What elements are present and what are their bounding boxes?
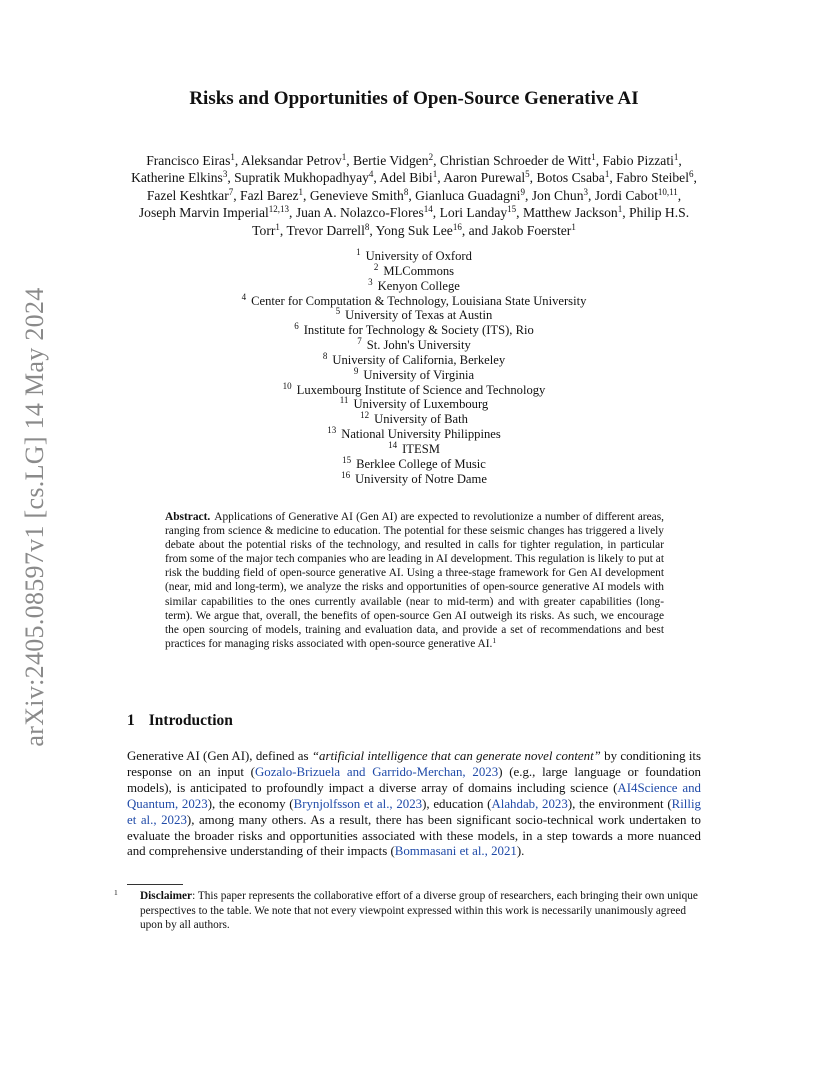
affiliation-name: ITESM xyxy=(402,441,440,456)
author xyxy=(440,205,517,220)
affiliation-number: 12 xyxy=(360,410,370,421)
affiliation-name: University of Virginia xyxy=(363,367,475,382)
author xyxy=(353,153,433,168)
author-name: Adel Bibi xyxy=(379,170,433,186)
author-affiliation-mark: 12,13 xyxy=(268,204,290,215)
author xyxy=(310,188,409,203)
affiliation-number: 16 xyxy=(341,469,351,480)
author-affiliation-mark: 2 xyxy=(428,152,434,162)
affiliation-name: University of Notre Dame xyxy=(355,471,487,486)
affiliation-name: St. John's University xyxy=(366,338,471,353)
author xyxy=(492,223,576,238)
intro-definition-quote: “artificial intelligence that can generate novel content” xyxy=(311,749,601,763)
author-name: Aleksandar Petrov xyxy=(240,153,342,168)
affiliation-name: University of Texas at Austin xyxy=(345,308,493,323)
author xyxy=(139,205,289,220)
author-affiliation-mark: 1 xyxy=(571,221,576,232)
author xyxy=(146,153,235,168)
intro-text: ), education ( xyxy=(422,796,492,811)
affiliation-number: 10 xyxy=(282,380,292,391)
intro-text: ), the economy ( xyxy=(207,796,294,811)
author xyxy=(415,188,525,203)
affiliation-item xyxy=(128,365,700,383)
author-name: Francisco Eiras xyxy=(146,153,231,168)
author xyxy=(296,205,433,220)
citation-link[interactable]: Rillig et al., 2023 xyxy=(127,796,701,827)
author-name: Aaron Purewal xyxy=(443,170,526,186)
affiliation-number: 3 xyxy=(368,276,373,287)
author xyxy=(443,170,529,185)
author-separator: , xyxy=(516,205,523,221)
citation-link[interactable]: AI4Science and Quantum, 2023 xyxy=(127,780,702,811)
citation-link[interactable]: Alahdab, 2023 xyxy=(491,796,568,811)
author-affiliation-mark: 14 xyxy=(423,204,433,215)
affiliation-name: University of Bath xyxy=(374,412,468,427)
abstract-text: Applications of Generative AI (Gen AI) are expected to revolutionize a number of different areas, ranging from science & medicine to education. The potential for these seismic changes has triggered a lively debate about the potential risks of the technology, and resulted in calls for tighter regulation, in particular from some of the major tech companies who are leading in AI development. This regulation is likely to put at risk the budding field of open-source generative AI. Using a three-stage framework for Gen AI development (near, mid and long-term), we analyze the risks and opportunities of open-source generative AI models with similar capabilities to the ones currently available (near to mid-term) and with greater capabilities (long-term). We argue that, overall, the benefits of open-source Gen AI outweigh its risks. As such, we encourage the open sourcing of models, training and evaluation data, and provide a set of recommendations and best practices for managing risks associated with open-source generative AI. xyxy=(165,511,664,650)
affiliation-item xyxy=(128,338,700,353)
author-affiliation-mark: 1 xyxy=(298,186,304,197)
author xyxy=(379,170,437,185)
author-name: Bertie Vidgen xyxy=(353,153,429,168)
author-name: Fabro Steibel xyxy=(616,170,689,186)
author-affiliation-mark: 6 xyxy=(689,169,694,180)
affiliation-item xyxy=(128,427,700,442)
author-separator: , xyxy=(622,205,630,221)
affiliation-number: 15 xyxy=(342,454,352,465)
affiliation-number: 9 xyxy=(353,365,359,376)
abstract-footnote-mark: 1 xyxy=(492,635,497,645)
author-affiliation-mark: 1 xyxy=(673,152,679,162)
author-name: Jordi Cabot xyxy=(594,187,658,203)
section-number: 1 xyxy=(127,712,135,729)
affiliation-number: 14 xyxy=(388,439,398,450)
author xyxy=(376,223,462,238)
abstract xyxy=(165,510,664,651)
affiliation-item xyxy=(128,439,700,457)
author-affiliation-mark: 8 xyxy=(364,221,370,232)
author-separator: , xyxy=(279,222,287,238)
affiliation-item xyxy=(128,261,700,279)
author-name: Yong Suk Lee xyxy=(375,222,453,238)
author xyxy=(595,188,678,203)
section-title: Introduction xyxy=(148,712,233,729)
author-separator: , xyxy=(678,153,682,168)
author-separator: , xyxy=(234,153,241,168)
affiliation-number: 4 xyxy=(241,291,247,302)
author-name: Fabio Pizzati xyxy=(602,153,674,168)
author-separator: , xyxy=(369,222,376,238)
author-affiliation-mark: 1 xyxy=(591,152,596,162)
affiliation-name: MLCommons xyxy=(383,263,455,278)
arxiv-identifier xyxy=(20,272,50,762)
affiliation-name: Kenyon College xyxy=(377,278,460,293)
intro-text: Generative AI (Gen AI), defined as xyxy=(127,749,312,763)
author-separator: , xyxy=(303,187,310,203)
author-name: Christian Schroeder de Witt xyxy=(439,153,592,168)
author xyxy=(131,170,227,185)
author-name: Matthew Jackson xyxy=(522,205,618,221)
author-name: Fazel Keshtkar xyxy=(146,187,229,203)
author-affiliation-mark: 9 xyxy=(520,186,525,197)
affiliation-name: Luxembourg Institute of Science and Technology xyxy=(296,382,546,397)
affiliation-item xyxy=(128,308,700,323)
author-affiliation-mark: 1 xyxy=(275,221,280,232)
intro-paragraph xyxy=(127,749,701,860)
intro-text: ), the environment ( xyxy=(567,796,672,811)
author-name: Fazl Barez xyxy=(240,187,299,203)
affiliation-number: 5 xyxy=(335,306,341,317)
author-separator: , xyxy=(373,170,380,186)
affiliation-name: National University Philippines xyxy=(341,427,501,442)
author-affiliation-mark: 1 xyxy=(604,169,610,180)
author-separator: , xyxy=(432,205,440,221)
author xyxy=(240,188,303,203)
author-affiliation-mark: 1 xyxy=(432,169,438,180)
footnote-rule xyxy=(127,884,183,885)
affiliation-item xyxy=(128,380,700,398)
affiliation-item xyxy=(128,323,700,338)
author xyxy=(602,152,682,168)
affiliation-number: 11 xyxy=(339,395,349,406)
arxiv-identifier-text: arXiv:2405.08597v1 [cs.LG] 14 May 2024 xyxy=(20,287,49,747)
author-separator: , xyxy=(609,170,617,186)
author-affiliation-mark: 4 xyxy=(368,169,374,180)
affiliation-name: Center for Computation & Technology, Louisiana State University xyxy=(251,293,587,308)
affiliation-list xyxy=(128,249,700,487)
footnote-label: Disclaimer xyxy=(140,890,193,902)
author-affiliation-mark: 3 xyxy=(222,169,228,180)
author-affiliation-mark: 1 xyxy=(617,204,623,215)
citation-link[interactable]: Bommasani et al., 2021 xyxy=(394,844,517,859)
author-separator: , xyxy=(693,170,697,186)
author xyxy=(234,170,373,185)
author-separator: , xyxy=(524,187,532,203)
author xyxy=(523,205,622,220)
author-name: Juan A. Nolazco-Flores xyxy=(295,205,424,221)
affiliation-item xyxy=(128,291,700,309)
author-separator: , xyxy=(595,153,603,168)
abstract-label: Abstract. xyxy=(165,511,211,523)
affiliation-name: Institute for Technology & Society (ITS), Rio xyxy=(303,323,534,338)
author-separator: , xyxy=(433,153,440,168)
author-separator: , xyxy=(233,187,241,203)
affiliation-name: University of Oxford xyxy=(365,249,472,263)
footnote-text: : This paper represents the collaborative effort of a diverse group of researchers, each bringing their own unique perspectives to the table. We note that not every viewpoint expressed within this work is necessarily unanimously agreed upon by all authors. xyxy=(140,890,698,932)
affiliation-item xyxy=(128,454,700,472)
author-affiliation-mark: 5 xyxy=(525,169,530,180)
author-separator: , xyxy=(408,187,416,203)
affiliation-number: 1 xyxy=(356,247,361,257)
author xyxy=(536,170,609,185)
author-name: Gianluca Guadagni xyxy=(415,187,521,203)
affiliation-number: 7 xyxy=(357,336,362,347)
author-affiliation-mark: 7 xyxy=(228,186,234,197)
author-separator: , xyxy=(437,170,444,186)
author-name: Jakob Foerster xyxy=(491,222,572,238)
author-name: Botos Csaba xyxy=(536,170,605,186)
affiliation-number: 6 xyxy=(294,321,299,332)
author-name: Philip H.S. Torr xyxy=(252,205,690,238)
author-affiliation-mark: 1 xyxy=(230,152,235,162)
author-name: Joseph Marvin Imperial xyxy=(138,205,269,221)
author-affiliation-mark: 16 xyxy=(452,221,462,232)
section-heading xyxy=(127,712,233,730)
affiliation-item xyxy=(128,397,700,412)
author-separator: , xyxy=(677,187,682,203)
affiliation-item xyxy=(128,249,700,264)
author xyxy=(532,188,588,203)
author-name: Trevor Darrell xyxy=(286,222,365,238)
author-name: Supratik Mukhopadhyay xyxy=(234,170,369,186)
author-affiliation-mark: 15 xyxy=(507,204,517,215)
affiliation-number: 8 xyxy=(322,350,328,361)
author-name: Genevieve Smith xyxy=(309,187,404,203)
author-name: Jon Chun xyxy=(531,187,584,203)
author xyxy=(241,153,346,168)
affiliation-name: Berklee College of Music xyxy=(356,456,486,471)
author-separator: , xyxy=(529,170,537,186)
author-name: Lori Landay xyxy=(439,205,508,221)
paper-title: Risks and Opportunities of Open-Source Generative AI xyxy=(189,88,639,109)
affiliation-name: University of Luxembourg xyxy=(353,397,489,412)
intro-text: ) (e.g., large language or foundation models), is anticipated to profoundly impact a diverse array of domains including science ( xyxy=(127,764,701,795)
intro-text: ). xyxy=(516,844,525,859)
author-name: Katherine Elkins xyxy=(131,170,223,186)
affiliation-item xyxy=(128,412,700,427)
author xyxy=(147,188,233,203)
author-list xyxy=(128,152,700,239)
author-separator: , xyxy=(346,153,354,168)
intro-text: ), among many others. As a result, there has been significant socio-technical work undertaken to evaluate the broader risks and opportunities associated with these models, in a step towards a more nuanced and comprehensive understanding of their impacts ( xyxy=(127,812,702,859)
author-separator: , xyxy=(289,205,296,221)
affiliation-number: 13 xyxy=(327,425,337,436)
affiliation-item xyxy=(128,276,700,294)
author-affiliation-mark: 8 xyxy=(403,186,409,197)
footnote: 1 Disclaimer: This paper represents the collaborative effort of a diverse group of researchers, each bringing their own unique perspectives to the table. We note that not every viewpoint expressed within this work is necessarily unanimously agreed upon by all authors. xyxy=(114,888,698,932)
affiliation-number: 2 xyxy=(373,261,379,272)
author xyxy=(440,153,596,168)
affiliation-item xyxy=(128,469,700,487)
author xyxy=(616,170,693,185)
intro-text: by conditioning its response on an input ( xyxy=(127,749,702,779)
author-separator: , xyxy=(588,187,595,203)
author-separator: , xyxy=(227,170,235,186)
citation-link[interactable]: Gozalo-Brizuela and Garrido-Merchan, 2023 xyxy=(254,764,499,779)
author-affiliation-mark: 1 xyxy=(341,152,347,162)
author-affiliation-mark: 10,11 xyxy=(657,186,678,197)
author-affiliation-mark: 3 xyxy=(583,186,588,197)
affiliation-name: University of California, Berkeley xyxy=(332,352,506,367)
author-separator: , and xyxy=(461,222,492,238)
citation-link[interactable]: Brynjolfsson et al., 2023 xyxy=(293,796,423,811)
author xyxy=(286,223,369,238)
affiliation-item xyxy=(128,350,700,368)
